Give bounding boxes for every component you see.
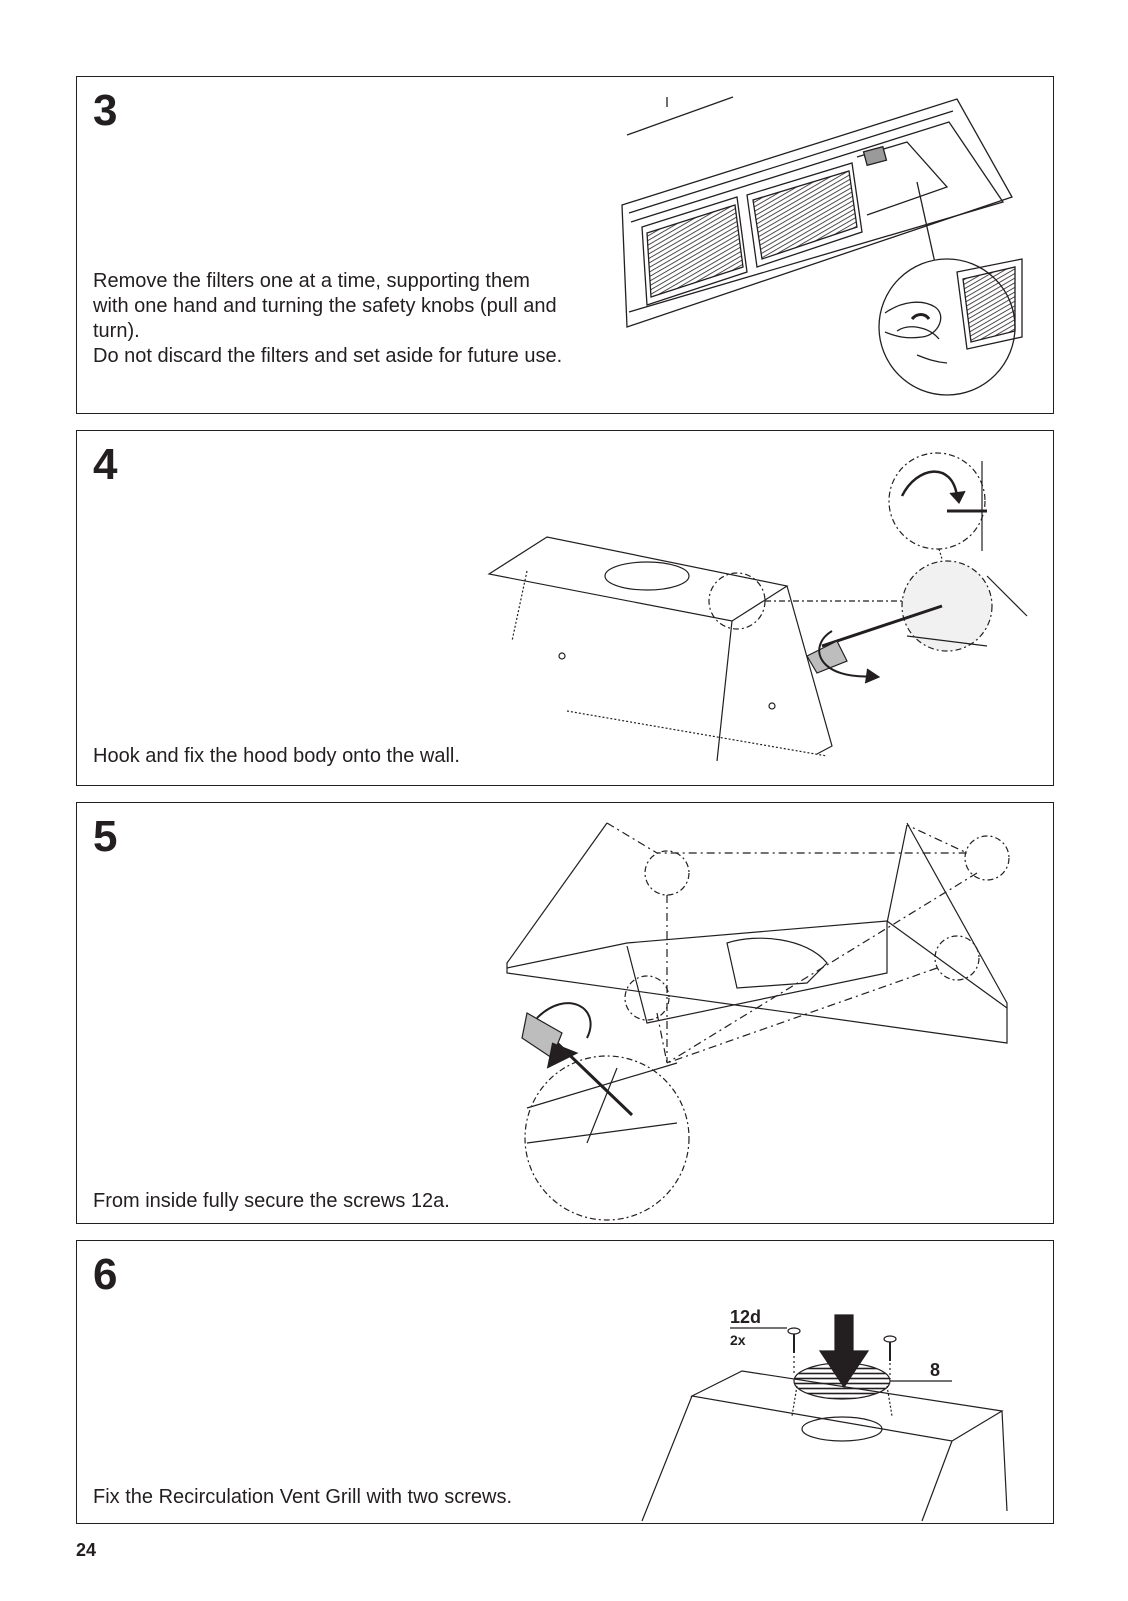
step-6-instructions [93, 1485, 613, 1510]
instruction-line: From inside fully secure the screws 12a. [93, 1190, 450, 1212]
instruction-line: Fix the Recirculation Vent Grill with two screws. [93, 1486, 513, 1508]
screw-point-circle [935, 936, 979, 980]
screw-icon [884, 1336, 896, 1361]
step-6-panel [76, 1240, 1054, 1524]
instruction-line: Do not discard the filters and set aside for future use. [93, 345, 563, 367]
step-number: 4 [93, 440, 118, 489]
screw-detail-magnifier [902, 561, 1027, 651]
screw-securing-illustration [507, 813, 1047, 1221]
inside-detail-magnifier [525, 1056, 689, 1220]
grill-callout-label: 8 [930, 1360, 941, 1380]
instruction-line: Remove the filters one at a time, supporting them with one hand and turning the safety knobs (pull and turn). [93, 270, 557, 342]
screw-quantity-label: 2x [730, 1332, 746, 1348]
step-number: 3 [93, 86, 118, 135]
step-3-panel [76, 76, 1054, 414]
screw-point-circle [625, 976, 669, 1020]
hood-wall-mounting-illustration [487, 441, 1047, 781]
vent-opening [802, 1417, 882, 1441]
step-5-panel [76, 802, 1054, 1224]
step-number: 6 [93, 1250, 118, 1299]
step-3-instructions [93, 269, 563, 369]
screw-icon [788, 1328, 800, 1353]
hook-detail-magnifier [889, 453, 987, 551]
vent-grill-installation-illustration [642, 1301, 1052, 1521]
screw-point-circle [645, 851, 689, 895]
screw-point-circle [965, 836, 1009, 880]
step-number: 5 [93, 812, 118, 861]
grease-filter [747, 163, 862, 267]
step-4-panel [76, 430, 1054, 786]
screw-callout-label: 12d [730, 1307, 762, 1327]
page-number: 24 [76, 1540, 97, 1560]
filter-removal-illustration [617, 87, 1047, 407]
instruction-line: Hook and fix the hood body onto the wall. [93, 745, 460, 767]
detail-magnifier-circle [879, 259, 1022, 395]
detail-circle [709, 573, 765, 629]
